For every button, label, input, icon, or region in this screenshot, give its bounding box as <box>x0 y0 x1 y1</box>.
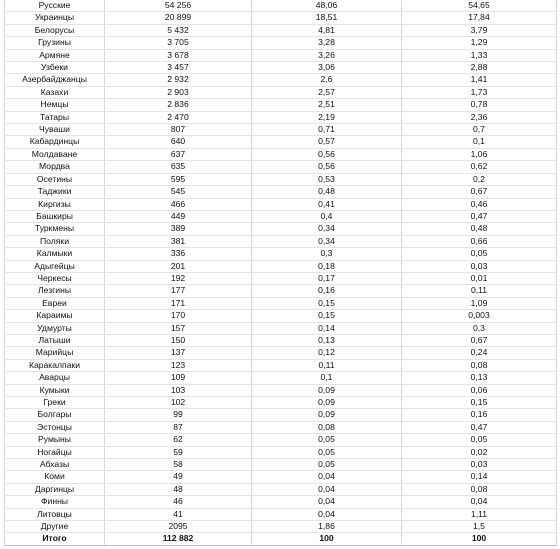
table-row <box>5 359 557 371</box>
table-row <box>5 136 557 148</box>
cell-nationality: Караимы <box>5 310 105 322</box>
cell-share-2: 0,67 <box>402 334 557 346</box>
cell-nationality: Финны <box>5 496 105 508</box>
table-row <box>5 508 557 520</box>
cell-share-1: 0,16 <box>252 285 402 297</box>
cell-count: 177 <box>105 285 252 297</box>
cell-share-2: 1,73 <box>402 86 557 98</box>
table-row <box>5 248 557 260</box>
cell-share-2: 0,2 <box>402 173 557 185</box>
cell-share-1: 0,15 <box>252 297 402 309</box>
table-row <box>5 86 557 98</box>
table-row <box>5 173 557 185</box>
cell-share-1: 0,56 <box>252 161 402 173</box>
cell-nationality: Абхазы <box>5 459 105 471</box>
cell-nationality: Адыгейцы <box>5 260 105 272</box>
cell-nationality: Болгары <box>5 409 105 421</box>
cell-count: 62 <box>105 434 252 446</box>
cell-nationality: Немцы <box>5 99 105 111</box>
cell-share-1: 18,51 <box>252 12 402 24</box>
cell-share-2: 1,29 <box>402 37 557 49</box>
table-row <box>5 434 557 446</box>
cell-share-1: 0,34 <box>252 235 402 247</box>
cell-count: 389 <box>105 223 252 235</box>
cell-count: 20 899 <box>105 12 252 24</box>
cell-count: 59 <box>105 446 252 458</box>
cell-nationality: Таджики <box>5 186 105 198</box>
cell-share-2: 0,11 <box>402 285 557 297</box>
cell-nationality: Азербайджанцы <box>5 74 105 86</box>
cell-share-1: 2,51 <box>252 99 402 111</box>
cell-count: 635 <box>105 161 252 173</box>
table-row <box>5 372 557 384</box>
cell-nationality: Даргинцы <box>5 483 105 495</box>
cell-share-1: 0,12 <box>252 347 402 359</box>
cell-share-1: 3,28 <box>252 37 402 49</box>
table-row <box>5 74 557 86</box>
total-value: 112 882 <box>105 533 252 545</box>
table-row <box>5 496 557 508</box>
cell-nationality: Эстонцы <box>5 421 105 433</box>
cell-count: 545 <box>105 186 252 198</box>
cell-share-1: 0,14 <box>252 322 402 334</box>
cell-count: 2095 <box>105 521 252 533</box>
table-row <box>5 521 557 533</box>
cell-nationality: Киргизы <box>5 198 105 210</box>
cell-count: 157 <box>105 322 252 334</box>
cell-share-2: 0,02 <box>402 446 557 458</box>
cell-count: 41 <box>105 508 252 520</box>
cell-count: 5 432 <box>105 24 252 36</box>
cell-count: 49 <box>105 471 252 483</box>
cell-count: 2 836 <box>105 99 252 111</box>
cell-share-1: 0,56 <box>252 148 402 160</box>
cell-share-1: 0,53 <box>252 173 402 185</box>
cell-share-1: 4,81 <box>252 24 402 36</box>
cell-share-1: 0,15 <box>252 310 402 322</box>
table-row <box>5 421 557 433</box>
cell-share-2: 0,03 <box>402 260 557 272</box>
table-row <box>5 12 557 24</box>
cell-share-2: 0,66 <box>402 235 557 247</box>
cell-nationality: Чуваши <box>5 124 105 136</box>
cell-nationality: Осетины <box>5 173 105 185</box>
cell-share-1: 0,05 <box>252 459 402 471</box>
total-value: 100 <box>402 533 557 545</box>
cell-count: 466 <box>105 198 252 210</box>
cell-nationality: Латыши <box>5 334 105 346</box>
cell-share-2: 0,7 <box>402 124 557 136</box>
cell-share-1: 0,41 <box>252 198 402 210</box>
cell-share-2: 0,03 <box>402 459 557 471</box>
cell-nationality: Черкесы <box>5 272 105 284</box>
cell-share-1: 2,19 <box>252 111 402 123</box>
table-row <box>5 198 557 210</box>
cell-share-2: 17,84 <box>402 12 557 24</box>
cell-share-2: 0,003 <box>402 310 557 322</box>
cell-count: 381 <box>105 235 252 247</box>
table-row <box>5 446 557 458</box>
cell-count: 201 <box>105 260 252 272</box>
cell-share-1: 0,04 <box>252 483 402 495</box>
cell-share-2: 1,06 <box>402 148 557 160</box>
cell-share-1: 0,71 <box>252 124 402 136</box>
cell-nationality: Армяне <box>5 49 105 61</box>
cell-share-2: 1,5 <box>402 521 557 533</box>
table-row <box>5 223 557 235</box>
cell-count: 150 <box>105 334 252 346</box>
cell-share-2: 0,14 <box>402 471 557 483</box>
cell-share-2: 0,24 <box>402 347 557 359</box>
cell-share-1: 0,05 <box>252 434 402 446</box>
cell-share-1: 0,04 <box>252 471 402 483</box>
table-row <box>5 186 557 198</box>
table-row <box>5 148 557 160</box>
cell-nationality: Белорусы <box>5 24 105 36</box>
cell-share-1: 0,04 <box>252 496 402 508</box>
cell-count: 192 <box>105 272 252 284</box>
cell-count: 170 <box>105 310 252 322</box>
cell-share-2: 0,08 <box>402 359 557 371</box>
cell-count: 99 <box>105 409 252 421</box>
cell-nationality: Греки <box>5 397 105 409</box>
cell-count: 637 <box>105 148 252 160</box>
cell-share-1: 0,09 <box>252 397 402 409</box>
cell-share-1: 3,06 <box>252 62 402 74</box>
cell-nationality: Румыны <box>5 434 105 446</box>
table-row <box>5 99 557 111</box>
cell-share-1: 1,86 <box>252 521 402 533</box>
table-row <box>5 24 557 36</box>
cell-count: 87 <box>105 421 252 433</box>
cell-count: 54 256 <box>105 0 252 12</box>
cell-count: 137 <box>105 347 252 359</box>
cell-nationality: Аварцы <box>5 372 105 384</box>
cell-share-2: 2,88 <box>402 62 557 74</box>
cell-share-2: 0,05 <box>402 248 557 260</box>
table-row <box>5 62 557 74</box>
cell-share-2: 0,3 <box>402 322 557 334</box>
table-row <box>5 37 557 49</box>
cell-nationality: Грузины <box>5 37 105 49</box>
cell-share-1: 0,4 <box>252 210 402 222</box>
cell-share-1: 0,17 <box>252 272 402 284</box>
cell-nationality: Марийцы <box>5 347 105 359</box>
cell-share-1: 0,18 <box>252 260 402 272</box>
cell-nationality: Мордва <box>5 161 105 173</box>
cell-share-2: 0,16 <box>402 409 557 421</box>
cell-share-1: 0,3 <box>252 248 402 260</box>
cell-share-2: 2,36 <box>402 111 557 123</box>
cell-share-1: 0,04 <box>252 508 402 520</box>
cell-share-2: 1,11 <box>402 508 557 520</box>
cell-count: 595 <box>105 173 252 185</box>
cell-share-2: 1,41 <box>402 74 557 86</box>
cell-count: 103 <box>105 384 252 396</box>
cell-share-2: 0,47 <box>402 210 557 222</box>
cell-nationality: Русские <box>5 0 105 12</box>
cell-count: 336 <box>105 248 252 260</box>
cell-share-2: 0,46 <box>402 198 557 210</box>
table-row <box>5 310 557 322</box>
cell-count: 123 <box>105 359 252 371</box>
cell-share-2: 0,1 <box>402 136 557 148</box>
cell-share-1: 0,09 <box>252 384 402 396</box>
table-row <box>5 49 557 61</box>
table-row <box>5 397 557 409</box>
cell-share-2: 0,08 <box>402 483 557 495</box>
cell-share-2: 1,33 <box>402 49 557 61</box>
table-row <box>5 384 557 396</box>
cell-nationality: Каракалпаки <box>5 359 105 371</box>
cell-nationality: Поляки <box>5 235 105 247</box>
table-row <box>5 124 557 136</box>
cell-nationality: Литовцы <box>5 508 105 520</box>
cell-share-2: 1,09 <box>402 297 557 309</box>
cell-share-1: 0,34 <box>252 223 402 235</box>
cell-share-2: 0,48 <box>402 223 557 235</box>
cell-nationality: Татары <box>5 111 105 123</box>
cell-share-1: 2,6 <box>252 74 402 86</box>
cell-count: 58 <box>105 459 252 471</box>
cell-share-2: 0,13 <box>402 372 557 384</box>
cell-count: 2 470 <box>105 111 252 123</box>
cell-count: 807 <box>105 124 252 136</box>
cell-share-1: 0,08 <box>252 421 402 433</box>
cell-share-2: 0,01 <box>402 272 557 284</box>
cell-share-1: 0,05 <box>252 446 402 458</box>
table-row <box>5 322 557 334</box>
cell-share-2: 0,06 <box>402 384 557 396</box>
cell-share-1: 0,48 <box>252 186 402 198</box>
table-row <box>5 471 557 483</box>
cell-share-1: 3,26 <box>252 49 402 61</box>
cell-nationality: Молдаване <box>5 148 105 160</box>
cell-share-1: 48,06 <box>252 0 402 12</box>
table-row <box>5 111 557 123</box>
cell-nationality: Ногайцы <box>5 446 105 458</box>
cell-share-2: 0,47 <box>402 421 557 433</box>
cell-share-1: 0,1 <box>252 372 402 384</box>
cell-share-2: 0,15 <box>402 397 557 409</box>
total-label: Итого <box>5 533 105 545</box>
cell-nationality: Башкиры <box>5 210 105 222</box>
cell-share-2: 0,05 <box>402 434 557 446</box>
cell-nationality: Украинцы <box>5 12 105 24</box>
cell-share-2: 0,78 <box>402 99 557 111</box>
cell-share-1: 0,09 <box>252 409 402 421</box>
cell-share-2: 0,62 <box>402 161 557 173</box>
cell-share-1: 2,57 <box>252 86 402 98</box>
cell-nationality: Лезгины <box>5 285 105 297</box>
cell-share-2: 3,79 <box>402 24 557 36</box>
cell-share-1: 0,57 <box>252 136 402 148</box>
cell-nationality: Коми <box>5 471 105 483</box>
cell-share-2: 54,65 <box>402 0 557 12</box>
cell-count: 102 <box>105 397 252 409</box>
cell-count: 3 678 <box>105 49 252 61</box>
cell-count: 3 705 <box>105 37 252 49</box>
cell-share-1: 0,13 <box>252 334 402 346</box>
table-row <box>5 459 557 471</box>
cell-nationality: Узбеки <box>5 62 105 74</box>
total-value: 100 <box>252 533 402 545</box>
cell-nationality: Другие <box>5 521 105 533</box>
total-row <box>5 533 557 545</box>
table-row <box>5 483 557 495</box>
cell-share-2: 0,04 <box>402 496 557 508</box>
cell-share-1: 0,11 <box>252 359 402 371</box>
cell-count: 46 <box>105 496 252 508</box>
table-row <box>5 334 557 346</box>
table-row <box>5 409 557 421</box>
cell-nationality: Удмурты <box>5 322 105 334</box>
table-row <box>5 285 557 297</box>
table-row <box>5 0 557 12</box>
table-row <box>5 272 557 284</box>
cell-count: 171 <box>105 297 252 309</box>
table-row <box>5 235 557 247</box>
table-row <box>5 210 557 222</box>
cell-count: 48 <box>105 483 252 495</box>
cell-nationality: Калмыки <box>5 248 105 260</box>
nationality-table <box>4 0 557 546</box>
cell-count: 640 <box>105 136 252 148</box>
cell-count: 2 903 <box>105 86 252 98</box>
cell-nationality: Туркмены <box>5 223 105 235</box>
cell-nationality: Евреи <box>5 297 105 309</box>
cell-count: 109 <box>105 372 252 384</box>
cell-share-2: 0,67 <box>402 186 557 198</box>
table-row <box>5 260 557 272</box>
table-body <box>5 0 557 545</box>
cell-count: 3 457 <box>105 62 252 74</box>
cell-count: 449 <box>105 210 252 222</box>
table-row <box>5 347 557 359</box>
table-row <box>5 297 557 309</box>
cell-nationality: Кумыки <box>5 384 105 396</box>
cell-count: 2 932 <box>105 74 252 86</box>
table-row <box>5 161 557 173</box>
cell-nationality: Казахи <box>5 86 105 98</box>
cell-nationality: Кабардинцы <box>5 136 105 148</box>
